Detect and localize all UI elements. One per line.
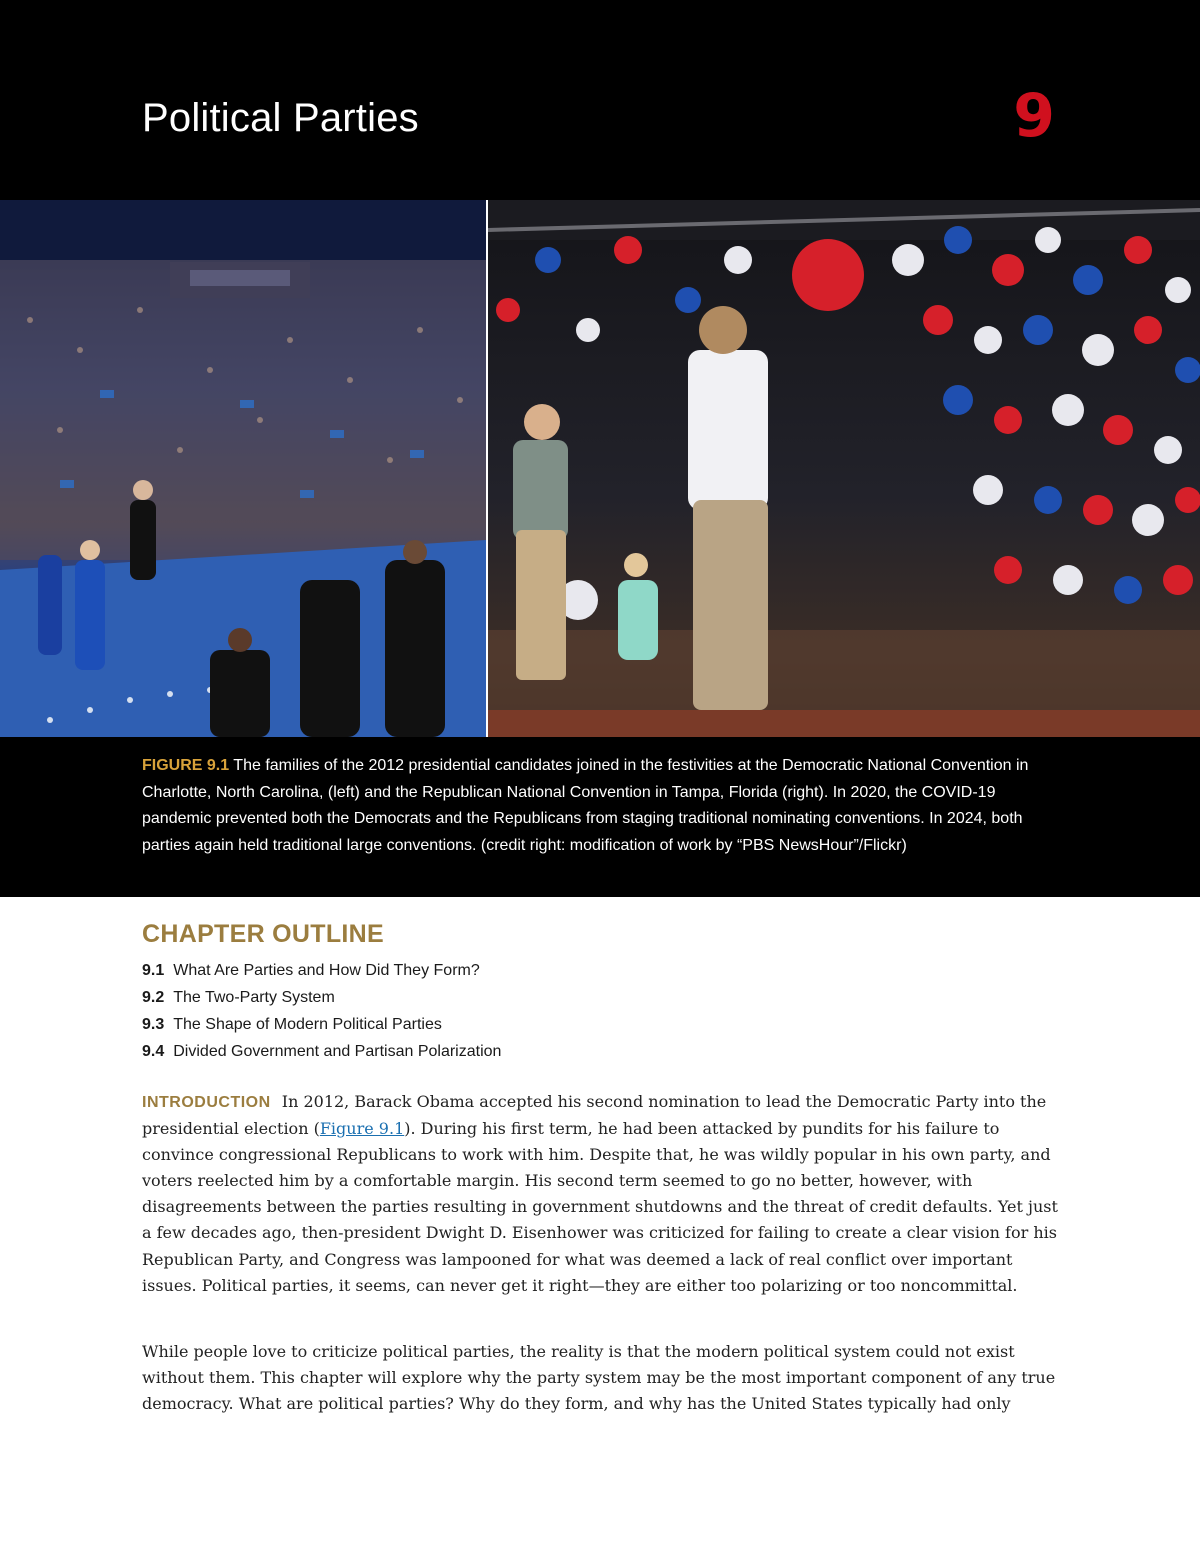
outline-item[interactable] (142, 984, 501, 1011)
chapter-number: 9 (1013, 81, 1055, 151)
outline-item-number: 9.2 (142, 989, 165, 1006)
intro-text-before-link: In 2012, Barack Obama accepted his second nomination to lead the Democratic Party into the presidential election ( (142, 1092, 1047, 1139)
outline-item-title: What Are Parties and How Did They Form? (173, 962, 480, 979)
figure-9-1-link[interactable]: Figure 9.1 (319, 1119, 405, 1139)
figure-label: FIGURE 9.1 (142, 757, 230, 774)
outline-item-number: 9.4 (142, 1043, 165, 1060)
figure-caption-text: The families of the 2012 presidential candidates joined in the festivities at the Democratic National Convention in Charlotte, North Carolina, (left) and the Republican National Convention in Tampa, Florida (right). In 2020, the COVID-19 pandemic prevented both the Democrats and the Republicans from staging traditional nominating conventions. In 2024, both parties again held traditional large conventions. (credit right: modification of work by “PBS NewsHour”/Flickr) (142, 757, 1029, 854)
figure-caption (142, 753, 1058, 859)
chapter-outline-heading: CHAPTER OUTLINE (142, 920, 384, 948)
rnc-convention-photo (488, 200, 1200, 737)
outline-item-number: 9.1 (142, 962, 165, 979)
introduction-label: INTRODUCTION (142, 1094, 271, 1111)
chapter-outline-list (142, 957, 501, 1065)
outline-item-title: The Shape of Modern Political Parties (173, 1016, 442, 1033)
outline-item[interactable] (142, 1038, 501, 1065)
outline-item[interactable] (142, 1011, 501, 1038)
outline-item-title: The Two-Party System (173, 989, 335, 1006)
chapter-header (0, 0, 1200, 200)
introduction-paragraph (142, 1089, 1058, 1299)
second-paragraph: While people love to criticize political parties, the reality is that the modern political system could not exist without them. This chapter will explore why the party system may be the most important component of any true democracy. What are political parties? Why do they form, and why has the United States typically had only (142, 1342, 1056, 1414)
intro-text-after-link: ). During his first term, he had been attacked by pundits for his failure to convince congressional Republicans to work with him. Despite that, he was wildly popular in his own party, and voters reelected him by a comfortable margin. His second term seemed to go no better, however, with disagreements between the parties resulting in government shutdowns and the threat of credit defaults. Yet just a few decades ago, then-president Dwight D. Eisenhower was criticized for failing to create a clear vision for his Republican Party, and Congress was lampooned for what was deemed a lack of real conflict over important issues. Political parties, it seems, can never get it right—they are either too polarizing or too noncommittal. (142, 1119, 1058, 1295)
outline-item[interactable] (142, 957, 501, 984)
dnc-convention-photo (0, 200, 486, 737)
outline-item-number: 9.3 (142, 1016, 165, 1033)
outline-item-title: Divided Government and Partisan Polarization (173, 1043, 502, 1060)
chapter-title: Political Parties (142, 96, 419, 140)
